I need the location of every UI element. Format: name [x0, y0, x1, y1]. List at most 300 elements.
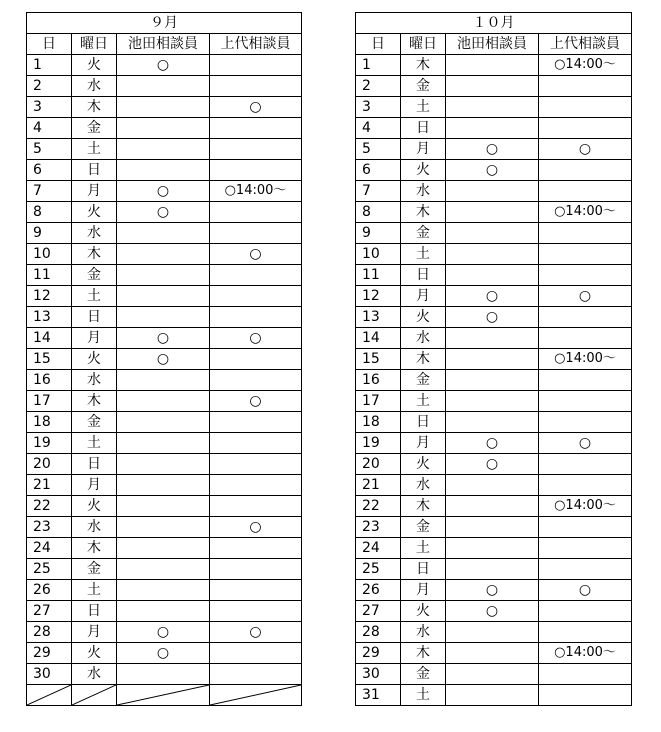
day-cell: 31 [356, 685, 401, 706]
kamishiro-cell [539, 265, 632, 286]
ikeda-cell [446, 202, 539, 223]
ikeda-cell [446, 370, 539, 391]
day-cell: 13 [27, 307, 72, 328]
day-cell: 10 [27, 244, 72, 265]
kamishiro-cell: ○ [210, 517, 302, 538]
table-row [27, 664, 302, 685]
kamishiro-cell: ○14:00～ [539, 496, 632, 517]
kamishiro-cell [210, 433, 302, 454]
day-cell: 12 [27, 286, 72, 307]
weekday-cell: 日 [401, 265, 446, 286]
kamishiro-cell [539, 622, 632, 643]
day-cell: 21 [27, 475, 72, 496]
kamishiro-cell: ○14:00～ [539, 202, 632, 223]
table-row [27, 118, 302, 139]
day-cell: 8 [27, 202, 72, 223]
ikeda-cell [117, 391, 210, 412]
table-row [27, 496, 302, 517]
day-cell: 11 [27, 265, 72, 286]
kamishiro-cell [539, 538, 632, 559]
table-row [27, 328, 302, 349]
day-cell: 21 [356, 475, 401, 496]
table-row [356, 643, 632, 664]
day-cell: 7 [356, 181, 401, 202]
ikeda-cell: ○ [117, 349, 210, 370]
day-cell: 23 [27, 517, 72, 538]
day-cell: 16 [356, 370, 401, 391]
table-row [27, 55, 302, 76]
table-row [356, 685, 632, 706]
day-cell: 18 [27, 412, 72, 433]
weekday-cell: 水 [72, 223, 117, 244]
header-weekday: 曜日 [72, 34, 117, 55]
day-cell: 18 [356, 412, 401, 433]
ikeda-cell [117, 412, 210, 433]
weekday-cell: 木 [401, 55, 446, 76]
table-row [356, 454, 632, 475]
table-row [27, 349, 302, 370]
table-row [356, 433, 632, 454]
weekday-cell: 水 [401, 181, 446, 202]
ikeda-cell [117, 97, 210, 118]
day-cell: 27 [356, 601, 401, 622]
table-row [356, 160, 632, 181]
ikeda-cell [446, 55, 539, 76]
weekday-cell: 土 [72, 580, 117, 601]
kamishiro-cell [539, 517, 632, 538]
table-row [27, 223, 302, 244]
ikeda-cell [446, 181, 539, 202]
ikeda-cell: ○ [446, 307, 539, 328]
header-day: 日 [27, 34, 72, 55]
kamishiro-cell [210, 286, 302, 307]
weekday-cell: 日 [72, 601, 117, 622]
weekday-cell: 水 [72, 370, 117, 391]
kamishiro-cell [539, 601, 632, 622]
ikeda-cell [117, 664, 210, 685]
kamishiro-cell [210, 223, 302, 244]
weekday-cell: 月 [72, 622, 117, 643]
crossed-out-cell [117, 685, 210, 706]
kamishiro-cell [210, 160, 302, 181]
table-row [356, 328, 632, 349]
day-cell: 28 [27, 622, 72, 643]
table-row [356, 118, 632, 139]
ikeda-cell [446, 496, 539, 517]
table-row [356, 391, 632, 412]
ikeda-cell [446, 349, 539, 370]
table-row [27, 475, 302, 496]
day-cell: 24 [27, 538, 72, 559]
kamishiro-cell [210, 76, 302, 97]
day-cell: 23 [356, 517, 401, 538]
day-cell: 6 [356, 160, 401, 181]
table-row [27, 601, 302, 622]
weekday-cell: 土 [72, 286, 117, 307]
table-row [27, 559, 302, 580]
weekday-cell: 火 [72, 643, 117, 664]
ikeda-cell: ○ [446, 286, 539, 307]
day-cell: 11 [356, 265, 401, 286]
table-row [27, 244, 302, 265]
ikeda-cell [446, 559, 539, 580]
day-cell: 24 [356, 538, 401, 559]
day-cell: 4 [356, 118, 401, 139]
day-cell: 20 [27, 454, 72, 475]
ikeda-cell: ○ [117, 328, 210, 349]
kamishiro-cell [539, 118, 632, 139]
day-cell: 22 [27, 496, 72, 517]
table-row [27, 391, 302, 412]
weekday-cell: 水 [401, 622, 446, 643]
kamishiro-cell [539, 244, 632, 265]
table-row [356, 496, 632, 517]
ikeda-cell [117, 538, 210, 559]
ikeda-cell [446, 622, 539, 643]
table-row [27, 202, 302, 223]
weekday-cell: 金 [72, 412, 117, 433]
kamishiro-cell [210, 55, 302, 76]
kamishiro-cell [210, 139, 302, 160]
header-day: 日 [356, 34, 401, 55]
kamishiro-cell [210, 601, 302, 622]
weekday-cell: 月 [72, 328, 117, 349]
table-row [356, 538, 632, 559]
kamishiro-cell [210, 538, 302, 559]
kamishiro-cell [539, 328, 632, 349]
weekday-cell: 日 [401, 559, 446, 580]
day-cell: 5 [356, 139, 401, 160]
ikeda-cell [446, 223, 539, 244]
ikeda-cell [446, 685, 539, 706]
table-row [356, 97, 632, 118]
weekday-cell: 金 [401, 517, 446, 538]
ikeda-cell [446, 328, 539, 349]
day-cell: 4 [27, 118, 72, 139]
table-row [356, 139, 632, 160]
crossed-out-cell [72, 685, 117, 706]
day-cell: 14 [27, 328, 72, 349]
day-cell: 2 [356, 76, 401, 97]
kamishiro-cell [539, 307, 632, 328]
table-row [27, 286, 302, 307]
table-row [356, 181, 632, 202]
day-cell: 30 [27, 664, 72, 685]
day-cell: 3 [356, 97, 401, 118]
table-row [356, 580, 632, 601]
ikeda-cell [446, 76, 539, 97]
weekday-cell: 金 [72, 265, 117, 286]
day-cell: 8 [356, 202, 401, 223]
kamishiro-cell: ○14:00～ [539, 55, 632, 76]
october-schedule-table [355, 12, 632, 706]
table-row [27, 76, 302, 97]
table-row [27, 97, 302, 118]
ikeda-cell [117, 433, 210, 454]
day-cell: 9 [356, 223, 401, 244]
ikeda-cell [446, 265, 539, 286]
day-cell: 30 [356, 664, 401, 685]
weekday-cell: 月 [72, 475, 117, 496]
kamishiro-cell [539, 475, 632, 496]
ikeda-cell: ○ [446, 601, 539, 622]
weekday-cell: 水 [401, 328, 446, 349]
weekday-cell: 土 [401, 97, 446, 118]
kamishiro-cell: ○14:00～ [539, 349, 632, 370]
table-row [27, 370, 302, 391]
table-row [27, 580, 302, 601]
month-title: ９月 [27, 13, 302, 34]
kamishiro-cell [210, 118, 302, 139]
day-cell: 6 [27, 160, 72, 181]
weekday-cell: 火 [401, 601, 446, 622]
day-cell: 28 [356, 622, 401, 643]
ikeda-cell [446, 664, 539, 685]
day-cell: 3 [27, 97, 72, 118]
ikeda-cell: ○ [446, 580, 539, 601]
weekday-cell: 日 [72, 307, 117, 328]
weekday-cell: 土 [401, 538, 446, 559]
ikeda-cell: ○ [117, 622, 210, 643]
table-row [27, 538, 302, 559]
table-row [27, 454, 302, 475]
table-row [356, 286, 632, 307]
kamishiro-cell [210, 580, 302, 601]
ikeda-cell [446, 118, 539, 139]
ikeda-cell [446, 244, 539, 265]
day-cell: 10 [356, 244, 401, 265]
weekday-cell: 金 [401, 76, 446, 97]
kamishiro-cell [210, 643, 302, 664]
ikeda-cell: ○ [446, 139, 539, 160]
ikeda-cell [117, 496, 210, 517]
day-cell: 1 [27, 55, 72, 76]
weekday-cell: 月 [72, 181, 117, 202]
ikeda-cell [446, 97, 539, 118]
ikeda-cell: ○ [446, 160, 539, 181]
weekday-cell: 木 [72, 391, 117, 412]
ikeda-cell [117, 517, 210, 538]
day-cell: 13 [356, 307, 401, 328]
kamishiro-cell: ○ [210, 391, 302, 412]
crossed-out-cell [210, 685, 302, 706]
table-row [356, 412, 632, 433]
table-row [27, 181, 302, 202]
table-row [27, 517, 302, 538]
weekday-cell: 金 [72, 118, 117, 139]
weekday-cell: 月 [401, 139, 446, 160]
table-row [27, 139, 302, 160]
kamishiro-cell: ○ [210, 328, 302, 349]
kamishiro-cell [539, 223, 632, 244]
table-row [356, 76, 632, 97]
kamishiro-cell [210, 496, 302, 517]
table-row [356, 244, 632, 265]
weekday-cell: 木 [401, 349, 446, 370]
day-cell: 7 [27, 181, 72, 202]
ikeda-cell [117, 475, 210, 496]
ikeda-cell: ○ [117, 202, 210, 223]
weekday-cell: 木 [72, 538, 117, 559]
weekday-cell: 月 [401, 580, 446, 601]
kamishiro-cell [210, 559, 302, 580]
kamishiro-cell: ○ [210, 622, 302, 643]
kamishiro-cell: ○14:00～ [210, 181, 302, 202]
day-cell: 2 [27, 76, 72, 97]
kamishiro-cell [539, 97, 632, 118]
kamishiro-cell [539, 76, 632, 97]
kamishiro-cell [539, 181, 632, 202]
ikeda-cell [117, 223, 210, 244]
weekday-cell: 水 [401, 475, 446, 496]
kamishiro-cell [539, 370, 632, 391]
table-row [356, 559, 632, 580]
kamishiro-cell [210, 370, 302, 391]
ikeda-cell [117, 76, 210, 97]
weekday-cell: 火 [401, 160, 446, 181]
ikeda-cell [117, 580, 210, 601]
weekday-cell: 火 [401, 454, 446, 475]
ikeda-cell: ○ [446, 454, 539, 475]
day-cell: 14 [356, 328, 401, 349]
table-row [27, 307, 302, 328]
ikeda-cell: ○ [117, 643, 210, 664]
ikeda-cell: ○ [446, 433, 539, 454]
ikeda-cell [117, 454, 210, 475]
kamishiro-cell [539, 559, 632, 580]
weekday-cell: 月 [401, 286, 446, 307]
day-cell: 19 [27, 433, 72, 454]
ikeda-cell [117, 559, 210, 580]
weekday-cell: 木 [401, 643, 446, 664]
weekday-cell: 木 [401, 496, 446, 517]
kamishiro-cell [539, 664, 632, 685]
day-cell: 17 [356, 391, 401, 412]
kamishiro-cell: ○ [539, 433, 632, 454]
weekday-cell: 火 [72, 496, 117, 517]
day-cell: 5 [27, 139, 72, 160]
kamishiro-cell [210, 202, 302, 223]
header-kamishiro: 上代相談員 [539, 34, 632, 55]
table-row [27, 433, 302, 454]
table-row [356, 370, 632, 391]
ikeda-cell [117, 370, 210, 391]
day-cell: 26 [356, 580, 401, 601]
header-ikeda: 池田相談員 [446, 34, 539, 55]
kamishiro-cell: ○ [539, 139, 632, 160]
ikeda-cell [117, 265, 210, 286]
weekday-cell: 火 [401, 307, 446, 328]
day-cell: 27 [27, 601, 72, 622]
september-schedule-table [26, 12, 302, 706]
weekday-cell: 火 [72, 349, 117, 370]
kamishiro-cell: ○ [210, 244, 302, 265]
ikeda-cell [117, 118, 210, 139]
ikeda-cell: ○ [117, 55, 210, 76]
day-cell: 16 [27, 370, 72, 391]
kamishiro-cell [210, 307, 302, 328]
weekday-cell: 金 [401, 664, 446, 685]
day-cell: 15 [356, 349, 401, 370]
kamishiro-cell [210, 475, 302, 496]
day-cell: 25 [356, 559, 401, 580]
header-weekday: 曜日 [401, 34, 446, 55]
kamishiro-cell: ○ [539, 580, 632, 601]
table-row [356, 223, 632, 244]
table-row [27, 622, 302, 643]
weekday-cell: 月 [401, 433, 446, 454]
header-kamishiro: 上代相談員 [210, 34, 302, 55]
day-cell: 26 [27, 580, 72, 601]
kamishiro-cell [539, 454, 632, 475]
kamishiro-cell: ○ [210, 97, 302, 118]
weekday-cell: 水 [72, 664, 117, 685]
day-cell: 25 [27, 559, 72, 580]
table-row [27, 412, 302, 433]
weekday-cell: 水 [72, 517, 117, 538]
weekday-cell: 木 [72, 97, 117, 118]
table-row [356, 622, 632, 643]
weekday-cell: 火 [72, 55, 117, 76]
table-row [356, 55, 632, 76]
ikeda-cell [117, 139, 210, 160]
day-cell: 22 [356, 496, 401, 517]
weekday-cell: 金 [401, 370, 446, 391]
kamishiro-cell [539, 391, 632, 412]
weekday-cell: 金 [72, 559, 117, 580]
blank-row [27, 685, 302, 706]
table-row [27, 265, 302, 286]
weekday-cell: 木 [401, 202, 446, 223]
ikeda-cell [117, 601, 210, 622]
day-cell: 1 [356, 55, 401, 76]
weekday-cell: 水 [72, 76, 117, 97]
ikeda-cell [117, 286, 210, 307]
day-cell: 29 [356, 643, 401, 664]
weekday-cell: 日 [72, 454, 117, 475]
table-row [27, 160, 302, 181]
ikeda-cell [446, 517, 539, 538]
ikeda-cell [446, 391, 539, 412]
weekday-cell: 土 [401, 391, 446, 412]
kamishiro-cell [539, 685, 632, 706]
table-row [356, 265, 632, 286]
day-cell: 17 [27, 391, 72, 412]
ikeda-cell [117, 160, 210, 181]
ikeda-cell [446, 643, 539, 664]
weekday-cell: 日 [401, 118, 446, 139]
table-row [356, 601, 632, 622]
weekday-cell: 日 [401, 412, 446, 433]
ikeda-cell: ○ [117, 181, 210, 202]
kamishiro-cell [210, 664, 302, 685]
table-row [356, 475, 632, 496]
ikeda-cell [446, 538, 539, 559]
weekday-cell: 土 [72, 433, 117, 454]
crossed-out-cell [27, 685, 72, 706]
day-cell: 12 [356, 286, 401, 307]
weekday-cell: 木 [72, 244, 117, 265]
month-title: １０月 [356, 13, 632, 34]
day-cell: 15 [27, 349, 72, 370]
table-row [356, 517, 632, 538]
kamishiro-cell [539, 412, 632, 433]
ikeda-cell [117, 307, 210, 328]
kamishiro-cell [210, 349, 302, 370]
kamishiro-cell [210, 412, 302, 433]
ikeda-cell [446, 475, 539, 496]
header-ikeda: 池田相談員 [117, 34, 210, 55]
